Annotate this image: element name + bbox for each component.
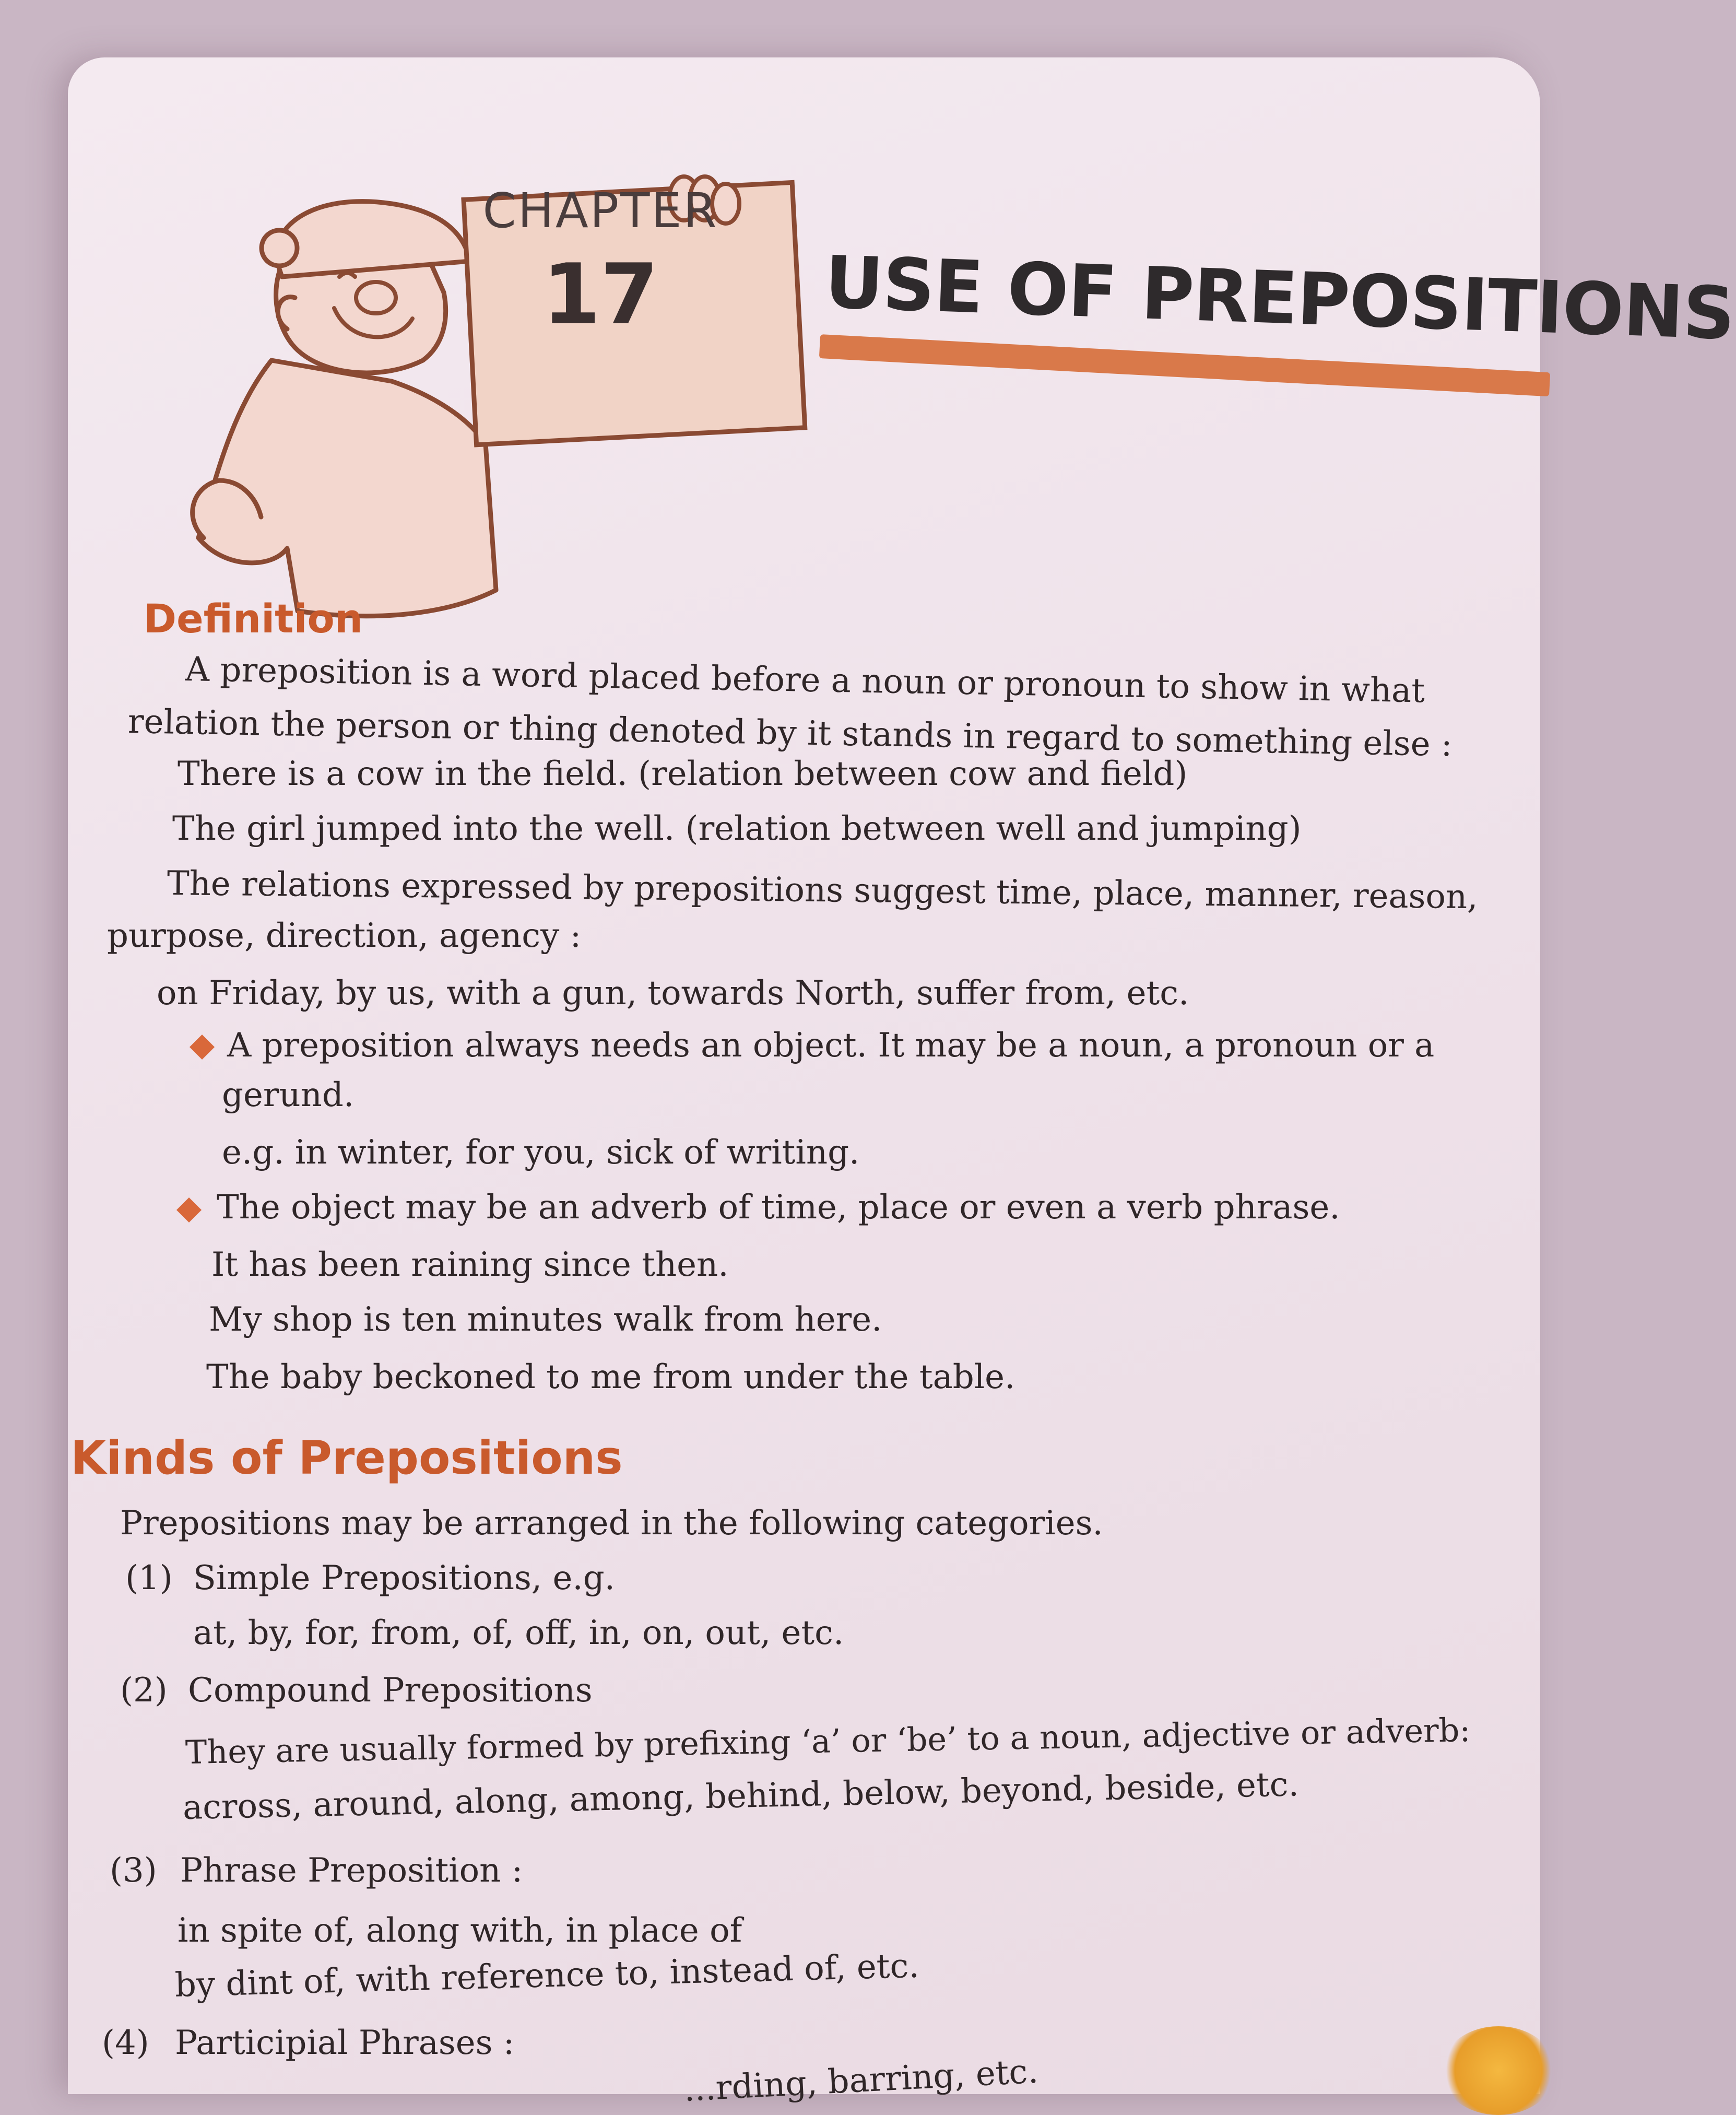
chapter-label: CHAPTER (482, 183, 718, 239)
definition-line: relation the person or thing denoted by it stands in regard to something else : (127, 702, 1453, 765)
chapter-number: 17 (542, 245, 659, 343)
example-line: on Friday, by us, with a gun, towards North, suffer from, etc. (157, 974, 1189, 1013)
definition-heading: Definition (144, 595, 363, 642)
item-line: at, by, for, from, of, off, in, on, out, etc. (193, 1614, 844, 1652)
example-line: There is a cow in the field. (relation between cow and field) (178, 755, 1188, 793)
diamond-bullet-icon (176, 1197, 202, 1223)
definition-line: purpose, direction, agency : (107, 916, 582, 955)
item-title: Compound Prepositions (188, 1671, 593, 1710)
item-number: (1) (125, 1559, 173, 1597)
orange-object (1441, 2026, 1556, 2115)
chapter-title: USE OF PREPOSITIONS (823, 240, 1736, 356)
definition-line: A preposition is a word placed before a noun or pronoun to show in what (185, 650, 1425, 711)
diamond-bullet-icon (190, 1035, 215, 1060)
item-line: across, around, along, among, behind, below, beyond, beside, etc. (182, 1765, 1300, 1827)
item-title: Phrase Preposition : (180, 1851, 523, 1890)
item-title: Simple Prepositions, e.g. (193, 1559, 615, 1597)
bullet-text: The object may be an adverb of time, place or even a verb phrase. (217, 1188, 1340, 1227)
bullet-text: gerund. (222, 1076, 355, 1114)
textbook-page (68, 57, 1736, 2109)
item-title: Participial Phrases : (175, 2024, 515, 2062)
item-number: (2) (120, 1671, 168, 1710)
item-line: by dint of, with reference to, instead of, etc. (174, 1946, 920, 2005)
example-line: The baby beckoned to me from under the table. (206, 1358, 1015, 1396)
item-line: ...rding, barring, etc. (683, 2052, 1040, 2109)
example-line: The girl jumped into the well. (relation between well and jumping) (172, 809, 1302, 848)
example-line: My shop is ten minutes walk from here. (209, 1300, 882, 1339)
item-line: in spite of, along with, in place of (178, 1911, 742, 1950)
item-line: They are usually formed by prefixing ‘a’ or ‘be’ to a noun, adjective or adverb: (185, 1711, 1471, 1771)
example-line: e.g. in winter, for you, sick of writing. (222, 1133, 860, 1172)
example-line: It has been raining since then. (211, 1246, 729, 1284)
bullet-text: A preposition always needs an object. It may be a noun, a pronoun or a (227, 1026, 1435, 1065)
kinds-heading: Kinds of Prepositions (70, 1431, 623, 1485)
item-number: (3) (110, 1851, 157, 1890)
item-number: (4) (102, 2024, 149, 2062)
definition-line: The relations expressed by prepositions suggest time, place, manner, reason, (167, 864, 1478, 917)
kinds-intro: Prepositions may be arranged in the following categories. (120, 1504, 1103, 1543)
